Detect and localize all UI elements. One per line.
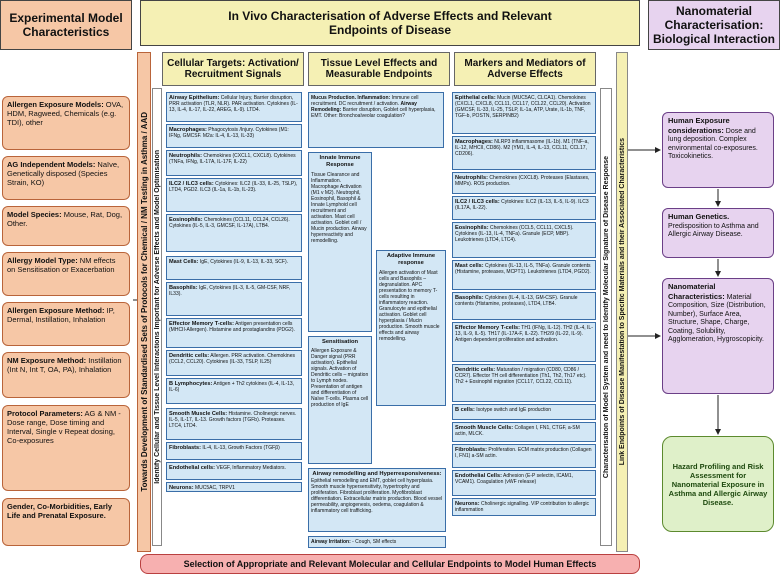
cellular-target-title: Neurons: bbox=[169, 484, 194, 491]
marker-text: Cytokines (IL-13, IL-5, TNFa). Granule contents (Histamine, proteases, MCPT1). Leukotrienes (LTD4, PGD2). bbox=[455, 262, 591, 275]
tissue-remodelling: Airway remodelling and Hyperresponsiveness: Epithelial remodelling and EMT, goblet cell hyperplasia. Smooth muscle hypersensitivity, hypertrophy and proliferation. Fibroblast proliferation. Myofibroblast differentiation. Extracellular matrix production. Blood vessel permeability, angiogenesis, oedema, coagulation & inflammatory cell trafficking. bbox=[308, 468, 446, 532]
cellular-target-title: Dendritic cells: bbox=[169, 352, 210, 359]
marker-title: B cells: bbox=[455, 406, 475, 413]
marker-title: Neutrophils: bbox=[455, 174, 488, 181]
marker-text: Collagen I, FN1, CTGF, a-SM actin, MLCK. bbox=[455, 424, 580, 437]
marker-title: Dendritic cells: bbox=[455, 366, 496, 373]
left-box-title: Allergen Exposure Method: bbox=[7, 306, 105, 315]
cellular-target-text: IgE, Cytokines (IL-9, IL-13, IL-33, SCF). bbox=[198, 258, 289, 265]
marker-title: Effector Memory T-cells: bbox=[455, 324, 520, 331]
tissue-sensitisation: Sensitisation Allergen Exposure & Danger signal (PRR activation). Epithelial signals. Activation of Dendritic cells – migration to Lymph nodes. Presentation of antigen and differentiation of Naïve T-cells. Plasma cell production of IgE bbox=[308, 336, 372, 464]
left-box-text: Naïve, Genetically disposed (Species Strain, KO) bbox=[7, 160, 120, 187]
right-box-human-genetics: Human Genetics. Predisposition to Asthma and Allergic Airway Disease. bbox=[662, 208, 774, 258]
vertical-bar-characterisation: Characterisation of Model System and need to Identify Molecular Signature of Disease Response bbox=[600, 88, 612, 546]
marker-text: Isotype switch and IgE production bbox=[474, 406, 552, 413]
tissue-innate: Innate Immune Response Tissue Clearance and Inflammation. Macrophage Activation (M1 v M2). Neutrophil, Eosinophil, Basophil & Innate Lymphoid cell recruitment and activation. Mast cell activation. Goblet cell / Mucin production. Airway hyperreactivity and remodelling. bbox=[308, 152, 372, 332]
bottom-banner: Selection of Appropriate and Relevant Molecular and Cellular Endpoints to Model Human Effects bbox=[140, 554, 640, 574]
right-box-nm-characteristics: Nanomaterial Characteristics: Material Composition, Size (Distribution, Number), Surface Area, Structure, Shape, Charge, Coating, Solubility, Agglomeration, Hygroscopicity. bbox=[662, 278, 774, 394]
left-box-title: Allergy Model Type: bbox=[7, 256, 78, 265]
marker-text: Cholinergic signalling. VIP contribution to allergic inflammation bbox=[455, 500, 589, 513]
subheader-tissue: Tissue Level Effects and Measurable Endpoints bbox=[308, 52, 450, 86]
left-box-text: OVA, HDM, Ragweed, Chemicals (e.g. TDI), other bbox=[7, 100, 124, 127]
cellular-target-text: Phagocytosis /Injury. Cytokines (M1: IFNg, GMCSF. M2a: IL-4, IL-13, IL-33) bbox=[169, 126, 289, 139]
cellular-target-title: Basophils: bbox=[169, 284, 198, 291]
cellular-target-title: Mast Cells: bbox=[169, 258, 199, 265]
left-box-title: NM Exposure Method: bbox=[7, 356, 87, 365]
header-nanomaterial: Nanomaterial Characterisation: Biological Interaction bbox=[648, 0, 780, 50]
cellular-target-title: Effector Memory T-cells: bbox=[169, 320, 234, 327]
cellular-target-title: Fibroblasts: bbox=[169, 444, 202, 451]
cellular-target-title: Macrophages: bbox=[169, 126, 207, 133]
cellular-target-text: Histamine. Cholinergic nerves. IL-5, IL-17, IL-13. Growth factors (TGFb). Proteases. LTC4, LTD4. bbox=[169, 410, 297, 429]
marker-text: Chemokines (CXCL8). Proteases (Elastases, MMPs). ROS production. bbox=[455, 174, 590, 187]
marker-text: NLRP3 inflammasome (IL-1b). M1 (TNF-a, IL-12, MHCII, CD86). M2 (YM1, IL-4, IL-13, CCL11, CCL17, CD206). bbox=[455, 138, 589, 157]
left-box-text: NM effects on Sensitisation or Exacerbation bbox=[7, 256, 116, 274]
left-box-text: Instillation (Int N, Int T, OA, PA), Inhalation bbox=[7, 356, 122, 374]
left-box-title: Gender, Co-Morbidities, Early Life and Prenatal Exposure. bbox=[7, 502, 113, 520]
marker-text: Maturation / migration (CD80, CD86 / CCR7). Effector TH cell differentiation (Th1, Th2, Th17 etc). Th2 + Eosinophil migration (CCL17, CCL22, CCL11). bbox=[455, 366, 587, 385]
tissue-mucus: Mucus Production. Inflammation: Immune cell recruitment. DC recruitment / activation. Airway Remodeling: Barrier disruption, Goblet cell hyperplasia, EMT. Other: Bronchoalveolar coagulation? bbox=[308, 92, 444, 148]
cellular-target-text: Cytokines: ILC2 (IL-33, IL-25, TSLP), LTD4, PGD2. ILC3 (IL-1a, IL-1b, IL-23). bbox=[169, 180, 298, 193]
marker-title: Neurons: bbox=[455, 500, 480, 507]
cellular-target-text: MUC5AC, TRPV1 bbox=[193, 484, 235, 491]
marker-text: Cytokines: ILC2 (IL-13, IL-5, IL-9). ILC3 (IL17A, IL-22). bbox=[455, 198, 589, 211]
marker-title: Basophils: bbox=[455, 294, 484, 301]
right-box-human-exposure: Human Exposure considerations: Dose and lung deposition. Complex environmental co-exposures. Toxicokinetics. bbox=[662, 112, 774, 188]
cellular-target-title: B Lymphocytes: bbox=[169, 380, 213, 387]
cellular-target-text: Cellular Injury, Barrier disruption, PRR activation (TLR, NLR). PAR activation. Cytokines (IL-13, IL-4, IL-17, IL-22, AREG, IL-9). LTD4. bbox=[169, 94, 298, 113]
cellular-target-text: Antigen presentation cells (MHCII-Allergen). Histamine and prostaglandins (PDG2). bbox=[169, 320, 295, 333]
marker-title: Epithelial cells: bbox=[455, 94, 496, 101]
marker-title: Macrophages: bbox=[455, 138, 493, 145]
cellular-target-title: Smooth Muscle Cells: bbox=[169, 410, 228, 417]
header-experimental: Experimental Model Characteristics bbox=[0, 0, 132, 50]
tissue-irritation: Airway Irritation: - Cough, SM effects bbox=[308, 536, 446, 548]
marker-text: Proliferation. ECM matrix production (Collagen I, FN1) a-SM actin. bbox=[455, 446, 592, 459]
left-box-title: AG Independent Models: bbox=[7, 160, 96, 169]
cellular-target-text: Chemokines (CXCL1, CXCL8). Cytokines (TNFa, IFNg, IL-17A, IL-17F, IL-22) bbox=[169, 152, 296, 165]
cellular-target-title: Neutrophils: bbox=[169, 152, 202, 159]
marker-title: Fibroblasts: bbox=[455, 446, 488, 453]
left-box-title: Model Species: bbox=[7, 210, 62, 219]
marker-text: Adhesion (E-P selectin, ICAM1, VCAM1). Coagulation (vWF release) bbox=[455, 472, 573, 485]
vertical-bar-towards: Towards Development of Standardised Sets of Protocols for Chemical / NM Testing in Asthma / AAD bbox=[137, 52, 151, 552]
marker-title: ILC2 / ILC3 cells: bbox=[455, 198, 500, 205]
cellular-target-text: IL-4, IL-13, Growth Factors (TGFβ) bbox=[201, 444, 280, 451]
subheader-markers: Markers and Mediators of Adverse Effects bbox=[454, 52, 596, 86]
cellular-target-title: Endothelial cells: bbox=[169, 464, 216, 471]
cellular-target-text: Allergen. PRR activation. Chemokines (CCL2, CCL20). Cytokines (IL-33, TSLP, IL25) bbox=[169, 352, 295, 365]
marker-title: Endothelial Cells: bbox=[455, 472, 502, 479]
vertical-bar-link: Link Endpoints of Disease Manifestation to Specific Materials and their Associated Characteristics bbox=[616, 52, 628, 552]
marker-text: Cytokines (IL-4, IL-13, GM-CSF). Granule contents (Histamine, proteases), LTD4, LTB4. bbox=[455, 294, 578, 307]
cellular-target-text: VEGF, Inflammatory Mediators. bbox=[215, 464, 286, 471]
cellular-target-text: IgE, Cytokines (IL-3, IL-5, GM-CSF, NRF, IL33). bbox=[169, 284, 291, 297]
marker-title: Eosinophils: bbox=[455, 224, 489, 231]
subheader-cellular: Cellular Targets: Activation/ Recruitment Signals bbox=[162, 52, 304, 86]
tissue-adaptive: Adaptive Immune response Allergen activation of Mast cells and Basophils – degranulation. APC presentation to memory T-cells resulting in inflammatory reaction. Granulocyte and epithelial activation. Goblet cell hyperplasia / Mucin production. Smooth muscle effects and airway remodelling. bbox=[376, 250, 446, 406]
marker-text: TH1 (IFNg, IL-12). TH2 (IL-4, IL-13, IL-9, IL-5). TH17 (IL-17A-F, IL-22). TH2/9 (IL-22, IL-9). Antigen dependent proliferation and activation. bbox=[455, 324, 593, 343]
left-box-title: Protocol Parameters: bbox=[7, 409, 83, 418]
left-box-text: AG & NM - Dose range, Dose timing and Interval, Single v Repeat dosing, Co-exposures bbox=[7, 409, 121, 445]
cellular-target-title: Eosinophils: bbox=[169, 216, 203, 223]
cellular-target-title: ILC2 / ILC3 cells: bbox=[169, 180, 214, 187]
left-box-text: Mouse, Rat, Dog, Other. bbox=[7, 210, 123, 228]
cellular-target-title: Airway Epithelium: bbox=[169, 94, 220, 101]
header-in-vivo: In Vivo Characterisation of Adverse Effects and Relevant Endpoints of Disease bbox=[140, 0, 640, 46]
cellular-target-text: Antigen + Th2 cytokines (IL-4, IL-13, IL-6) bbox=[169, 380, 295, 393]
vertical-bar-identify: Identify Cellular and Tissue Level Interactions Important for Adverse Effects and Model Optimisation bbox=[152, 88, 162, 546]
marker-title: Mast cells: bbox=[455, 262, 484, 269]
final-box-hazard-profiling: Hazard Profiling and Risk Assessment for Nanomaterial Exposure in Asthma and Allergic Airway Disease. bbox=[662, 436, 774, 532]
marker-text: Chemokines (CCL5, CCL11, CXCL5). Cytokines (IL-13, IL-4, TNFa). Granule (ECP, MBP). Leukotrienes (LTD4, LTC4). bbox=[455, 224, 574, 243]
left-box-text: IP, Dermal, Instillation, Inhalation bbox=[7, 306, 115, 324]
marker-title: Smooth Muscle Cells: bbox=[455, 424, 514, 431]
left-box-title: Allergen Exposure Models: bbox=[7, 100, 104, 109]
cellular-target-text: Chemokines (CCL11, CCL24, CCL26). Cytokines (IL-5, IL-3, GMCSF, IL-17A), LTB4. bbox=[169, 216, 290, 229]
marker-text: Mucin (MUC5AC, CLCA1). Chemokines (CXCL1, CXCL8, CCL11, CCL17, CCL22, CCL20). Activation (GMCSF, IL-33, IL-25, TSLP, IL-1a, ATP, Urate, IL-1b, TNF, TGF-b, POSTN, SERPINB2) bbox=[455, 94, 591, 119]
